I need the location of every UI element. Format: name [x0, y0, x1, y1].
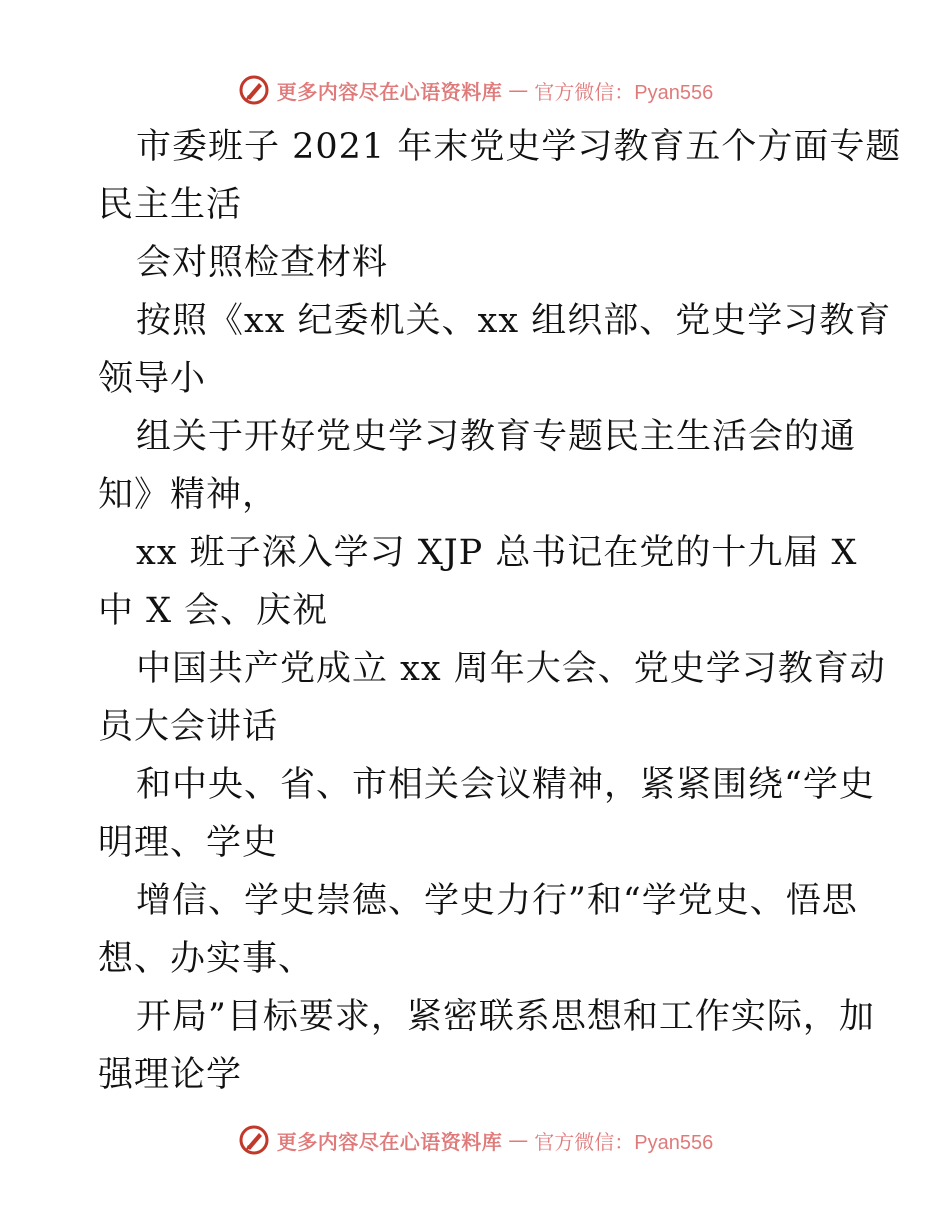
pen-nib-logo-icon — [237, 1123, 271, 1157]
watermark-contact: 官方微信：Pyan556 — [534, 1131, 714, 1154]
watermark-separator: — — [508, 78, 529, 102]
watermark-text: 更多内容尽在心语资料库 — [276, 79, 503, 104]
text-line: 明理、学史 — [98, 823, 279, 863]
text-line: 领导小 — [98, 359, 207, 399]
text-line: 民主生活 — [98, 185, 243, 225]
watermark-footer — [0, 1120, 950, 1160]
text-line: 和中央、省、市相关会议精神，紧紧围绕“学史 — [136, 765, 875, 805]
pen-nib-logo-icon — [237, 73, 271, 107]
text-line: 会对照检查材料 — [136, 243, 389, 283]
text-line: 开局”目标要求，紧密联系思想和工作实际，加 — [136, 997, 875, 1037]
text-line: 中国共产党成立 xx 周年大会、党史学习教育动 — [136, 649, 886, 689]
text-line: 增信、学史崇德、学史力行”和“学党史、悟思 — [136, 881, 858, 921]
text-line: 强理论学 — [98, 1055, 243, 1095]
text-line: 知》精神， — [98, 475, 279, 515]
text-line: 员大会讲话 — [98, 707, 279, 747]
text-line: 按照《xx 纪委机关、xx 组织部、党史学习教育 — [136, 301, 892, 341]
text-line: xx 班子深入学习 XJP 总书记在党的十九届 X — [136, 533, 858, 573]
watermark-contact: 官方微信：Pyan556 — [534, 81, 714, 104]
watermark-separator: — — [508, 1128, 529, 1152]
text-line: 想、办实事、 — [98, 939, 315, 979]
text-line: 市委班子 2021 年末党史学习教育五个方面专题 — [136, 127, 902, 167]
document-body — [98, 118, 902, 1104]
text-line: 中 X 会、庆祝 — [98, 591, 329, 631]
watermark-text: 更多内容尽在心语资料库 — [276, 1129, 503, 1154]
watermark-header — [0, 70, 950, 110]
text-line: 组关于开好党史学习教育专题民主生活会的通 — [136, 417, 857, 457]
